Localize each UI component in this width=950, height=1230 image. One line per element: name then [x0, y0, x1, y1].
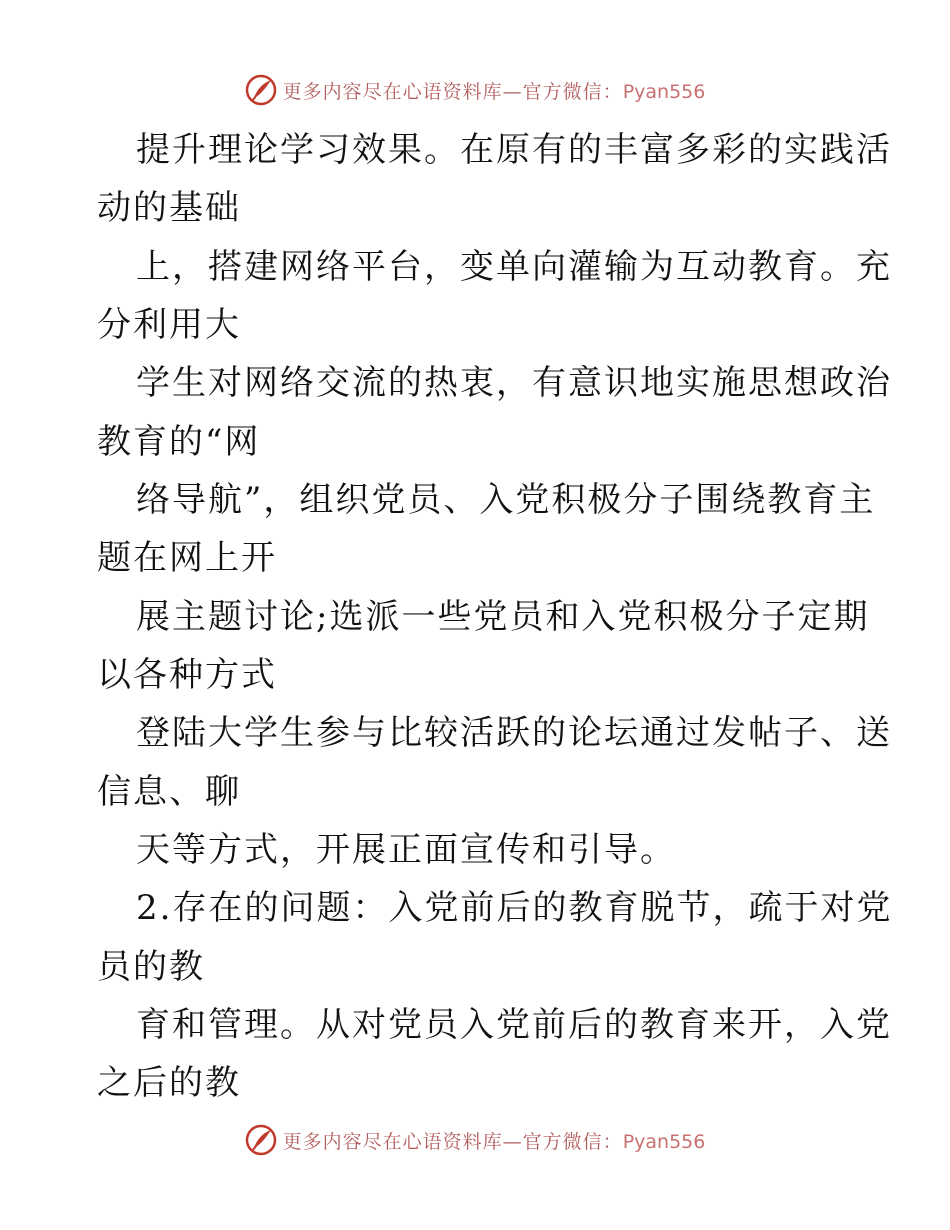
text-line: 2.存在的问题：入党前后的教育脱节，疏于对党 [136, 888, 893, 928]
text-line: 分利用大 [97, 305, 241, 345]
text-line: 员的教 [97, 947, 205, 987]
footer-banner-sep: —官方微信： [502, 1130, 623, 1153]
text-line: 学生对网络交流的热衷，有意识地实施思想政治 [136, 363, 892, 403]
footer-banner-main: 更多内容尽在心语资料库 [282, 1130, 503, 1153]
text-line: 络导航”，组织党员、入党积极分子围绕教育主 [136, 480, 876, 520]
text-line: 提升理论学习效果。在原有的丰富多彩的实践活 [136, 130, 892, 170]
text-line: 天等方式，开展正面宣传和引导。 [136, 830, 676, 870]
text-line: 展主题讨论;选派一些党员和入党积极分子定期 [136, 597, 870, 637]
footer-banner-handle: Pyan556 [622, 1130, 706, 1153]
text-line: 题在网上开 [97, 538, 277, 578]
text-line: 信息、聊 [97, 772, 241, 812]
text-line: 登陆大学生参与比较活跃的论坛通过发帖子、送 [136, 713, 892, 753]
header-banner-text [283, 77, 706, 104]
header-banner-sep: —官方微信： [502, 80, 623, 103]
feather-pen-logo-icon [245, 1124, 277, 1156]
header-banner [0, 70, 950, 110]
text-line: 教育的“网 [97, 422, 261, 462]
feather-pen-logo-icon [245, 74, 277, 106]
text-line: 育和管理。从对党员入党前后的教育来开，入党 [136, 1005, 892, 1045]
text-line: 之后的教 [97, 1063, 241, 1103]
footer-banner [0, 1120, 950, 1160]
text-line: 以各种方式 [97, 655, 277, 695]
footer-banner-text [283, 1127, 706, 1154]
header-banner-main: 更多内容尽在心语资料库 [282, 80, 503, 103]
text-line: 动的基础 [97, 188, 241, 228]
text-line: 上，搭建网络平台，变单向灌输为互动教育。充 [136, 247, 892, 287]
header-banner-handle: Pyan556 [622, 80, 706, 103]
